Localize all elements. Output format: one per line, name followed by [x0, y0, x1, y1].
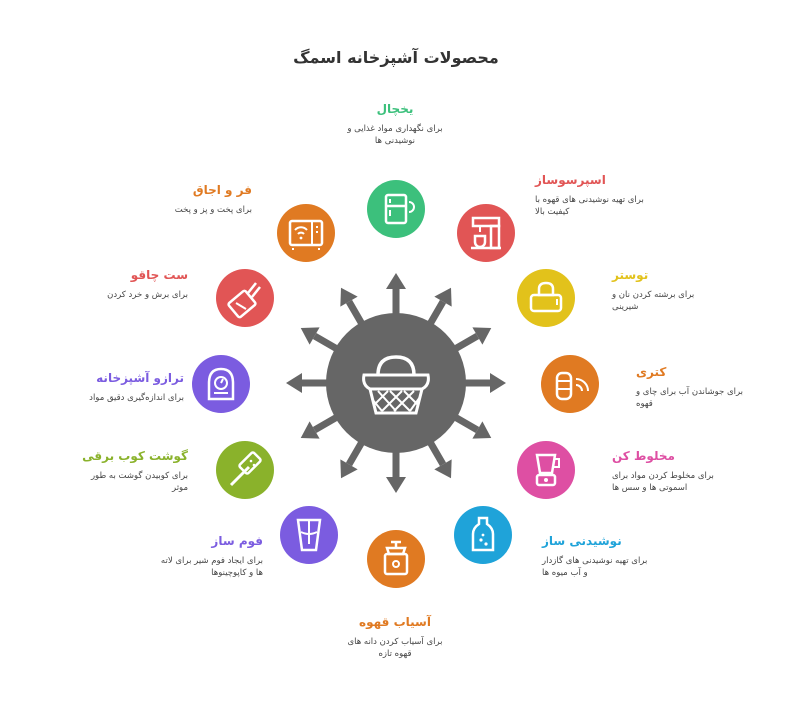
oven-icon [277, 204, 335, 262]
node-fridge [367, 180, 425, 238]
node-scale [192, 355, 250, 413]
item-desc: برای جوشاندن آب برای چای و قهوه [636, 387, 744, 409]
item-title: اسپرسوساز [535, 173, 606, 187]
label-grinder [320, 614, 470, 660]
label-kettle [636, 364, 746, 410]
item-desc: برای اندازه‌گیری دقیق مواد [89, 393, 184, 403]
item-title: آسیاب قهوه [359, 615, 431, 629]
diagram-title: محصولات آشپزخانه اسمگ [293, 48, 499, 67]
item-title: نوشیدنی ساز [542, 534, 622, 548]
node-grinder [367, 530, 425, 588]
center-hub [326, 313, 466, 453]
blender-icon [517, 441, 575, 499]
node-soda [454, 506, 512, 564]
node-blender [517, 441, 575, 499]
label-soda [542, 533, 652, 579]
label-fridge [320, 101, 470, 147]
item-title: کتری [636, 365, 667, 379]
coffee-grinder-icon [367, 530, 425, 588]
label-scale [54, 370, 184, 404]
item-desc: برای مخلوط کردن مواد برای اسموتی ها و سس ها [612, 471, 714, 493]
meat-tenderizer-icon [216, 441, 274, 499]
item-title: توستر [612, 268, 649, 282]
node-tenderizer [216, 441, 274, 499]
kettle-icon [541, 355, 599, 413]
item-desc: برای کوبیدن گوشت به طور موثر [90, 471, 188, 493]
espresso-machine-icon [457, 204, 515, 262]
basket-icon [326, 313, 466, 453]
item-title: مخلوط کن [612, 449, 675, 463]
node-frother [280, 506, 338, 564]
node-toaster [517, 269, 575, 327]
label-knives [78, 267, 188, 301]
label-toaster [612, 267, 722, 313]
arrow-head [386, 273, 406, 289]
item-desc: برای آسیاب کردن دانه های قهوه تازه [347, 637, 443, 659]
item-desc: برای تهیه نوشیدنی های قهوه با کیفیت بالا [535, 195, 644, 217]
item-title: فوم ساز [211, 534, 263, 548]
arrow-head [490, 373, 506, 393]
item-desc: برای نگهداری مواد غذایی و نوشیدنی ها [347, 124, 443, 146]
knife-set-icon [216, 269, 274, 327]
item-title: گوشت کوب برقی [82, 449, 188, 463]
arrow-head [386, 477, 406, 493]
label-oven [142, 182, 252, 216]
milk-frother-icon [280, 506, 338, 564]
kitchen-scale-icon [192, 355, 250, 413]
label-blender [612, 448, 722, 494]
node-knives [216, 269, 274, 327]
item-title: یخچال [376, 102, 414, 116]
item-desc: برای پخت و پز و پخت [174, 205, 252, 215]
label-espresso [535, 172, 645, 218]
item-desc: برای برشته کردن نان و شیرینی [612, 290, 695, 312]
item-desc: برای ایجاد فوم شیر برای لاته ها و کاپوچینوها [160, 556, 263, 578]
node-oven [277, 204, 335, 262]
label-tenderizer [78, 448, 188, 494]
item-desc: برای برش و خرد کردن [107, 290, 188, 300]
arrow-head [286, 373, 302, 393]
node-espresso [457, 204, 515, 262]
toaster-icon [517, 269, 575, 327]
item-desc: برای تهیه نوشیدنی های گازدار و آب میوه ها [542, 556, 648, 578]
item-title: ست چاقو [130, 268, 188, 282]
item-title: ترازو آشپزخانه [96, 371, 184, 385]
fridge-icon [367, 180, 425, 238]
label-frother [153, 533, 263, 579]
node-kettle [541, 355, 599, 413]
item-title: فر و اجاق [192, 183, 252, 197]
soda-bottle-icon [454, 506, 512, 564]
